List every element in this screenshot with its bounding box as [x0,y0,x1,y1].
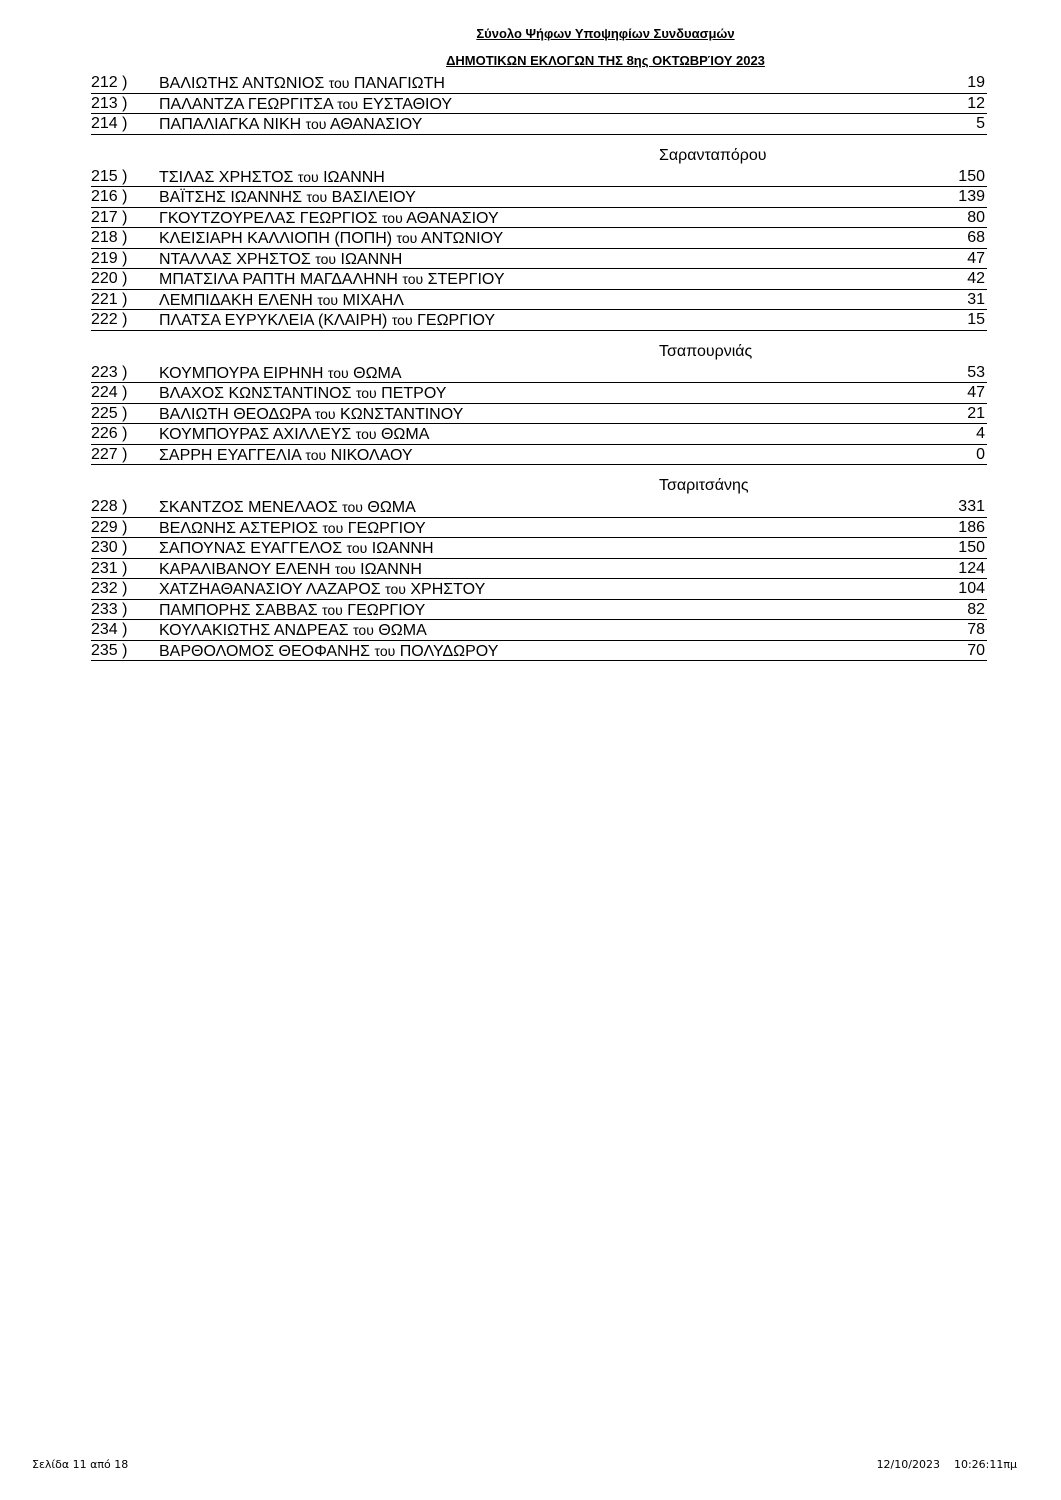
patronymic-particle: του [355,385,377,401]
row-number: 227 ) [91,445,128,463]
row-number: 212 ) [91,74,128,91]
row-number: 222 ) [91,311,128,328]
patronymic-particle: του [353,622,374,638]
father-name: ΓΕΩΡΓΙΟΥ [347,519,426,537]
row-number: 220 ) [91,270,128,287]
vote-count: 68 [967,229,985,246]
row-number: 225 ) [91,404,128,422]
candidate-surname-first: ΠΛΑΤΣΑ ΕΥΡΥΚΛΕΙΑ (ΚΛΑΙΡΗ) [159,312,388,329]
father-name: ΠΟΛΥΔΩΡΟΥ [399,642,499,660]
candidate-surname-first: ΤΣΙΛΑΣ ΧΡΗΣΤΟΣ [159,168,294,186]
group-header: Σαρανταπόρου [659,146,767,164]
row-number: 223 ) [91,363,128,381]
vote-count: 139 [958,188,985,205]
patronymic-particle: του [391,312,413,328]
row-number: 216 ) [91,188,128,205]
vote-count: 12 [967,94,985,112]
group-header: Τσαριτσάνης [659,477,749,494]
candidate-name [159,208,499,229]
vote-count: 19 [967,74,985,91]
candidate-name [159,187,416,208]
table-row [91,73,987,94]
vote-count: 78 [967,621,985,638]
candidate-name [159,518,426,539]
document-title: Σύνολο Ψήφων Υποψηφίων Συνδυασμών [476,26,735,41]
group-header: Τσαπουρνιάς [659,342,753,360]
row-number: 230 ) [91,539,128,556]
row-number: 221 ) [91,290,128,308]
table-row [91,404,987,425]
candidate-name [159,114,422,135]
father-name: ΚΩΝΣΤΑΝΤΙΝΟΥ [340,405,464,423]
table-row [91,559,987,580]
candidate-name [159,424,429,445]
candidate-surname-first: ΚΛΕΙΣΙΑΡΗ ΚΑΛΛΙΟΠΗ (ΠΟΠΗ) [159,230,393,247]
vote-count: 80 [967,208,985,226]
table-row [91,620,987,641]
row-number: 229 ) [91,518,128,536]
results-table [91,73,987,661]
patronymic-particle: του [297,168,319,185]
patronymic-particle: του [327,364,349,381]
father-name: ΘΩΜΑ [380,426,430,443]
candidate-name [159,94,452,115]
row-number: 219 ) [91,249,128,267]
print-time: 10:26:11πμ [953,1458,1017,1471]
page-number: Σελίδα 11 από 18 [32,1458,129,1471]
candidate-name [159,600,425,621]
candidate-surname-first: ΠΑΜΠΟΡΗΣ ΣΑΒΒΑΣ [159,601,318,619]
vote-count: 124 [958,559,985,577]
candidate-surname-first: ΛΕΜΠΙΔΑΚΗ ΕΛΕΝΗ [159,291,313,309]
vote-count: 186 [958,518,985,536]
vote-count: 0 [976,445,985,463]
row-number: 233 ) [91,600,128,618]
candidate-name [159,620,427,641]
father-name: ΓΕΩΡΓΙΟΥ [347,601,426,619]
vote-count: 104 [958,580,985,597]
candidate-surname-first: ΒΕΛΩΝΗΣ ΑΣΤΕΡΙΟΣ [159,519,319,537]
patronymic-particle: του [328,75,350,91]
candidate-name [159,290,404,311]
father-name: ΜΙΧΑΗΛ [342,291,404,309]
vote-count: 331 [958,498,985,515]
candidate-surname-first: ΣΑΠΟΥΝΑΣ ΕΥΑΓΓΕΛΟΣ [159,540,343,557]
table-row [91,518,987,539]
candidate-surname-first: ΚΑΡΑΛΙΒΑΝΟΥ ΕΛΕΝΗ [159,560,331,578]
candidate-name [159,73,445,94]
candidate-surname-first: ΚΟΥΜΠΟΥΡΑΣ ΑΧΙΛΛΕΥΣ [159,426,352,443]
candidate-name [159,383,446,404]
candidate-surname-first: ΓΚΟΥΤΖΟΥΡΕΛΑΣ ΓΕΩΡΓΙΟΣ [159,209,378,227]
vote-count: 150 [958,539,985,556]
candidate-surname-first: ΠΑΠΑΛΙΑΓΚΑ ΝΙΚΗ [159,116,302,133]
father-name: ΑΘΑΝΑΣΙΟΥ [330,116,423,133]
father-name: ΝΙΚΟΛΑΟΥ [330,446,413,464]
father-name: ΓΕΩΡΓΙΟΥ [417,312,496,329]
candidate-surname-first: ΚΟΥΜΠΟΥΡΑ ΕΙΡΗΝΗ [159,364,324,382]
father-name: ΑΝΤΩΝΙΟΥ [420,230,504,247]
candidate-surname-first: ΣΚΑΝΤΖΟΣ ΜΕΝΕΛΑΟΣ [159,499,338,516]
section [91,73,987,135]
table-row [91,187,987,208]
row-number: 235 ) [91,641,128,659]
patronymic-particle: του [305,116,327,132]
father-name: ΕΥΣΤΑΘΙΟΥ [362,95,453,113]
row-number: 232 ) [91,580,128,597]
candidate-surname-first: ΧΑΤΖΗΑΘΑΝΑΣΙΟΥ ΛΑΖΑΡΟΣ [159,581,381,598]
vote-count: 82 [967,600,985,618]
table-row [91,363,987,384]
candidate-surname-first: ΒΑΛΙΩΤΗΣ ΑΝΤΩΝΙΟΣ [159,75,325,92]
father-name: ΑΘΑΝΑΣΙΟΥ [406,209,499,227]
patronymic-particle: του [396,230,418,246]
father-name: ΘΩΜΑ [367,499,416,516]
candidate-name [159,363,402,384]
vote-count: 4 [976,425,985,442]
table-row [91,538,987,559]
vote-count: 21 [967,404,985,422]
row-number: 214 ) [91,115,128,132]
patronymic-particle: του [374,642,396,659]
table-row [91,600,987,621]
table-row [91,424,987,445]
row-number: 231 ) [91,559,128,577]
row-number: 213 ) [91,94,128,112]
father-name: ΒΑΣΙΛΕΙΟΥ [331,189,416,206]
vote-count: 31 [967,290,985,308]
father-name: ΙΩΑΝΝΗ [360,560,422,578]
row-number: 217 ) [91,208,128,226]
patronymic-particle: του [322,519,344,536]
table-row [91,249,987,270]
row-number: 218 ) [91,229,128,246]
section [91,474,987,661]
vote-count: 53 [967,363,985,381]
vote-count: 150 [958,167,985,185]
table-row [91,167,987,188]
father-name: ΘΩΜΑ [353,364,402,382]
patronymic-particle: του [337,95,358,112]
candidate-surname-first: ΒΑΡΘΟΛΟΜΟΣ ΘΕΟΦΑΝΗΣ [159,642,371,660]
patronymic-particle: του [317,291,339,308]
patronymic-particle: του [314,405,336,422]
table-row [91,114,987,135]
row-number: 228 ) [91,498,128,515]
table-row [91,290,987,311]
father-name: ΙΩΑΝΝΗ [340,250,403,268]
table-row [91,383,987,404]
table-row [91,208,987,229]
father-name: ΘΩΜΑ [378,622,427,639]
table-row [91,445,987,466]
patronymic-particle: του [342,499,363,515]
section [91,340,987,466]
table-row [91,269,987,290]
row-number: 224 ) [91,384,128,401]
vote-count: 47 [967,249,985,267]
print-date: 12/10/2023 [876,1458,940,1471]
row-number: 226 ) [91,425,128,442]
table-row [91,641,987,662]
candidate-name [159,228,503,249]
vote-count: 5 [976,115,985,132]
father-name: ΙΩΑΝΝΗ [323,168,385,186]
patronymic-particle: του [322,601,343,618]
patronymic-particle: του [305,446,327,463]
father-name: ΠΕΤΡΟΥ [381,385,447,402]
candidate-name [159,579,485,600]
patronymic-particle: του [385,581,406,597]
candidate-name [159,559,422,580]
vote-count: 15 [967,311,985,328]
print-timestamp [877,1458,1017,1471]
father-name: ΠΑΝΑΓΙΩΤΗ [353,75,445,92]
candidate-surname-first: ΣΑΡΡΗ ΕΥΑΓΓΕΛΙΑ [159,446,301,464]
table-row [91,497,987,518]
candidate-name [159,641,498,662]
candidate-name [159,538,434,559]
candidate-name [159,404,463,425]
candidate-name [159,167,385,188]
candidate-name [159,269,505,290]
candidate-surname-first: ΒΑΪΤΣΗΣ ΙΩΑΝΝΗΣ [159,189,302,206]
candidate-name [159,497,416,518]
candidate-surname-first: ΠΑΛΑΝΤΖΑ ΓΕΩΡΓΙΤΣΑ [159,95,333,113]
candidate-name [159,310,495,331]
document-subtitle: ΔΗΜΟΤΙΚΩΝ ΕΚΛΟΓΩΝ ΤΗΣ 8ης ΟΚΤΩΒΡΊΟΥ 2023 [446,53,765,68]
vote-count: 70 [967,641,985,659]
candidate-surname-first: ΝΤΑΛΛΑΣ ΧΡΗΣΤΟΣ [159,250,311,268]
patronymic-particle: του [346,540,368,556]
section [91,144,987,331]
row-number: 234 ) [91,621,128,638]
table-row [91,228,987,249]
candidate-name [159,445,413,466]
table-row [91,94,987,115]
table-row [91,310,987,331]
patronymic-particle: του [334,560,356,577]
father-name: ΙΩΑΝΝΗ [371,540,434,557]
row-number: 215 ) [91,167,128,185]
patronymic-particle: του [306,189,328,205]
candidate-name [159,249,402,270]
patronymic-particle: του [355,426,377,442]
candidate-surname-first: ΒΑΛΙΩΤΗ ΘΕΟΔΩΡΑ [159,405,311,423]
vote-count: 42 [967,270,985,287]
candidate-surname-first: ΚΟΥΛΑΚΙΩΤΗΣ ΑΝΔΡΕΑΣ [159,622,349,639]
patronymic-particle: του [315,250,337,267]
candidate-surname-first: ΒΛΑΧΟΣ ΚΩΝΣΤΑΝΤΙΝΟΣ [159,385,352,402]
patronymic-particle: του [381,209,403,226]
candidate-surname-first: ΜΠΑΤΣΙΛΑ ΡΑΠΤΗ ΜΑΓΔΑΛΗΝΗ [159,271,398,288]
father-name: ΣΤΕΡΓΙΟΥ [427,271,505,288]
father-name: ΧΡΗΣΤΟΥ [410,581,486,598]
vote-count: 47 [967,384,985,401]
patronymic-particle: του [402,271,424,287]
table-row [91,579,987,600]
